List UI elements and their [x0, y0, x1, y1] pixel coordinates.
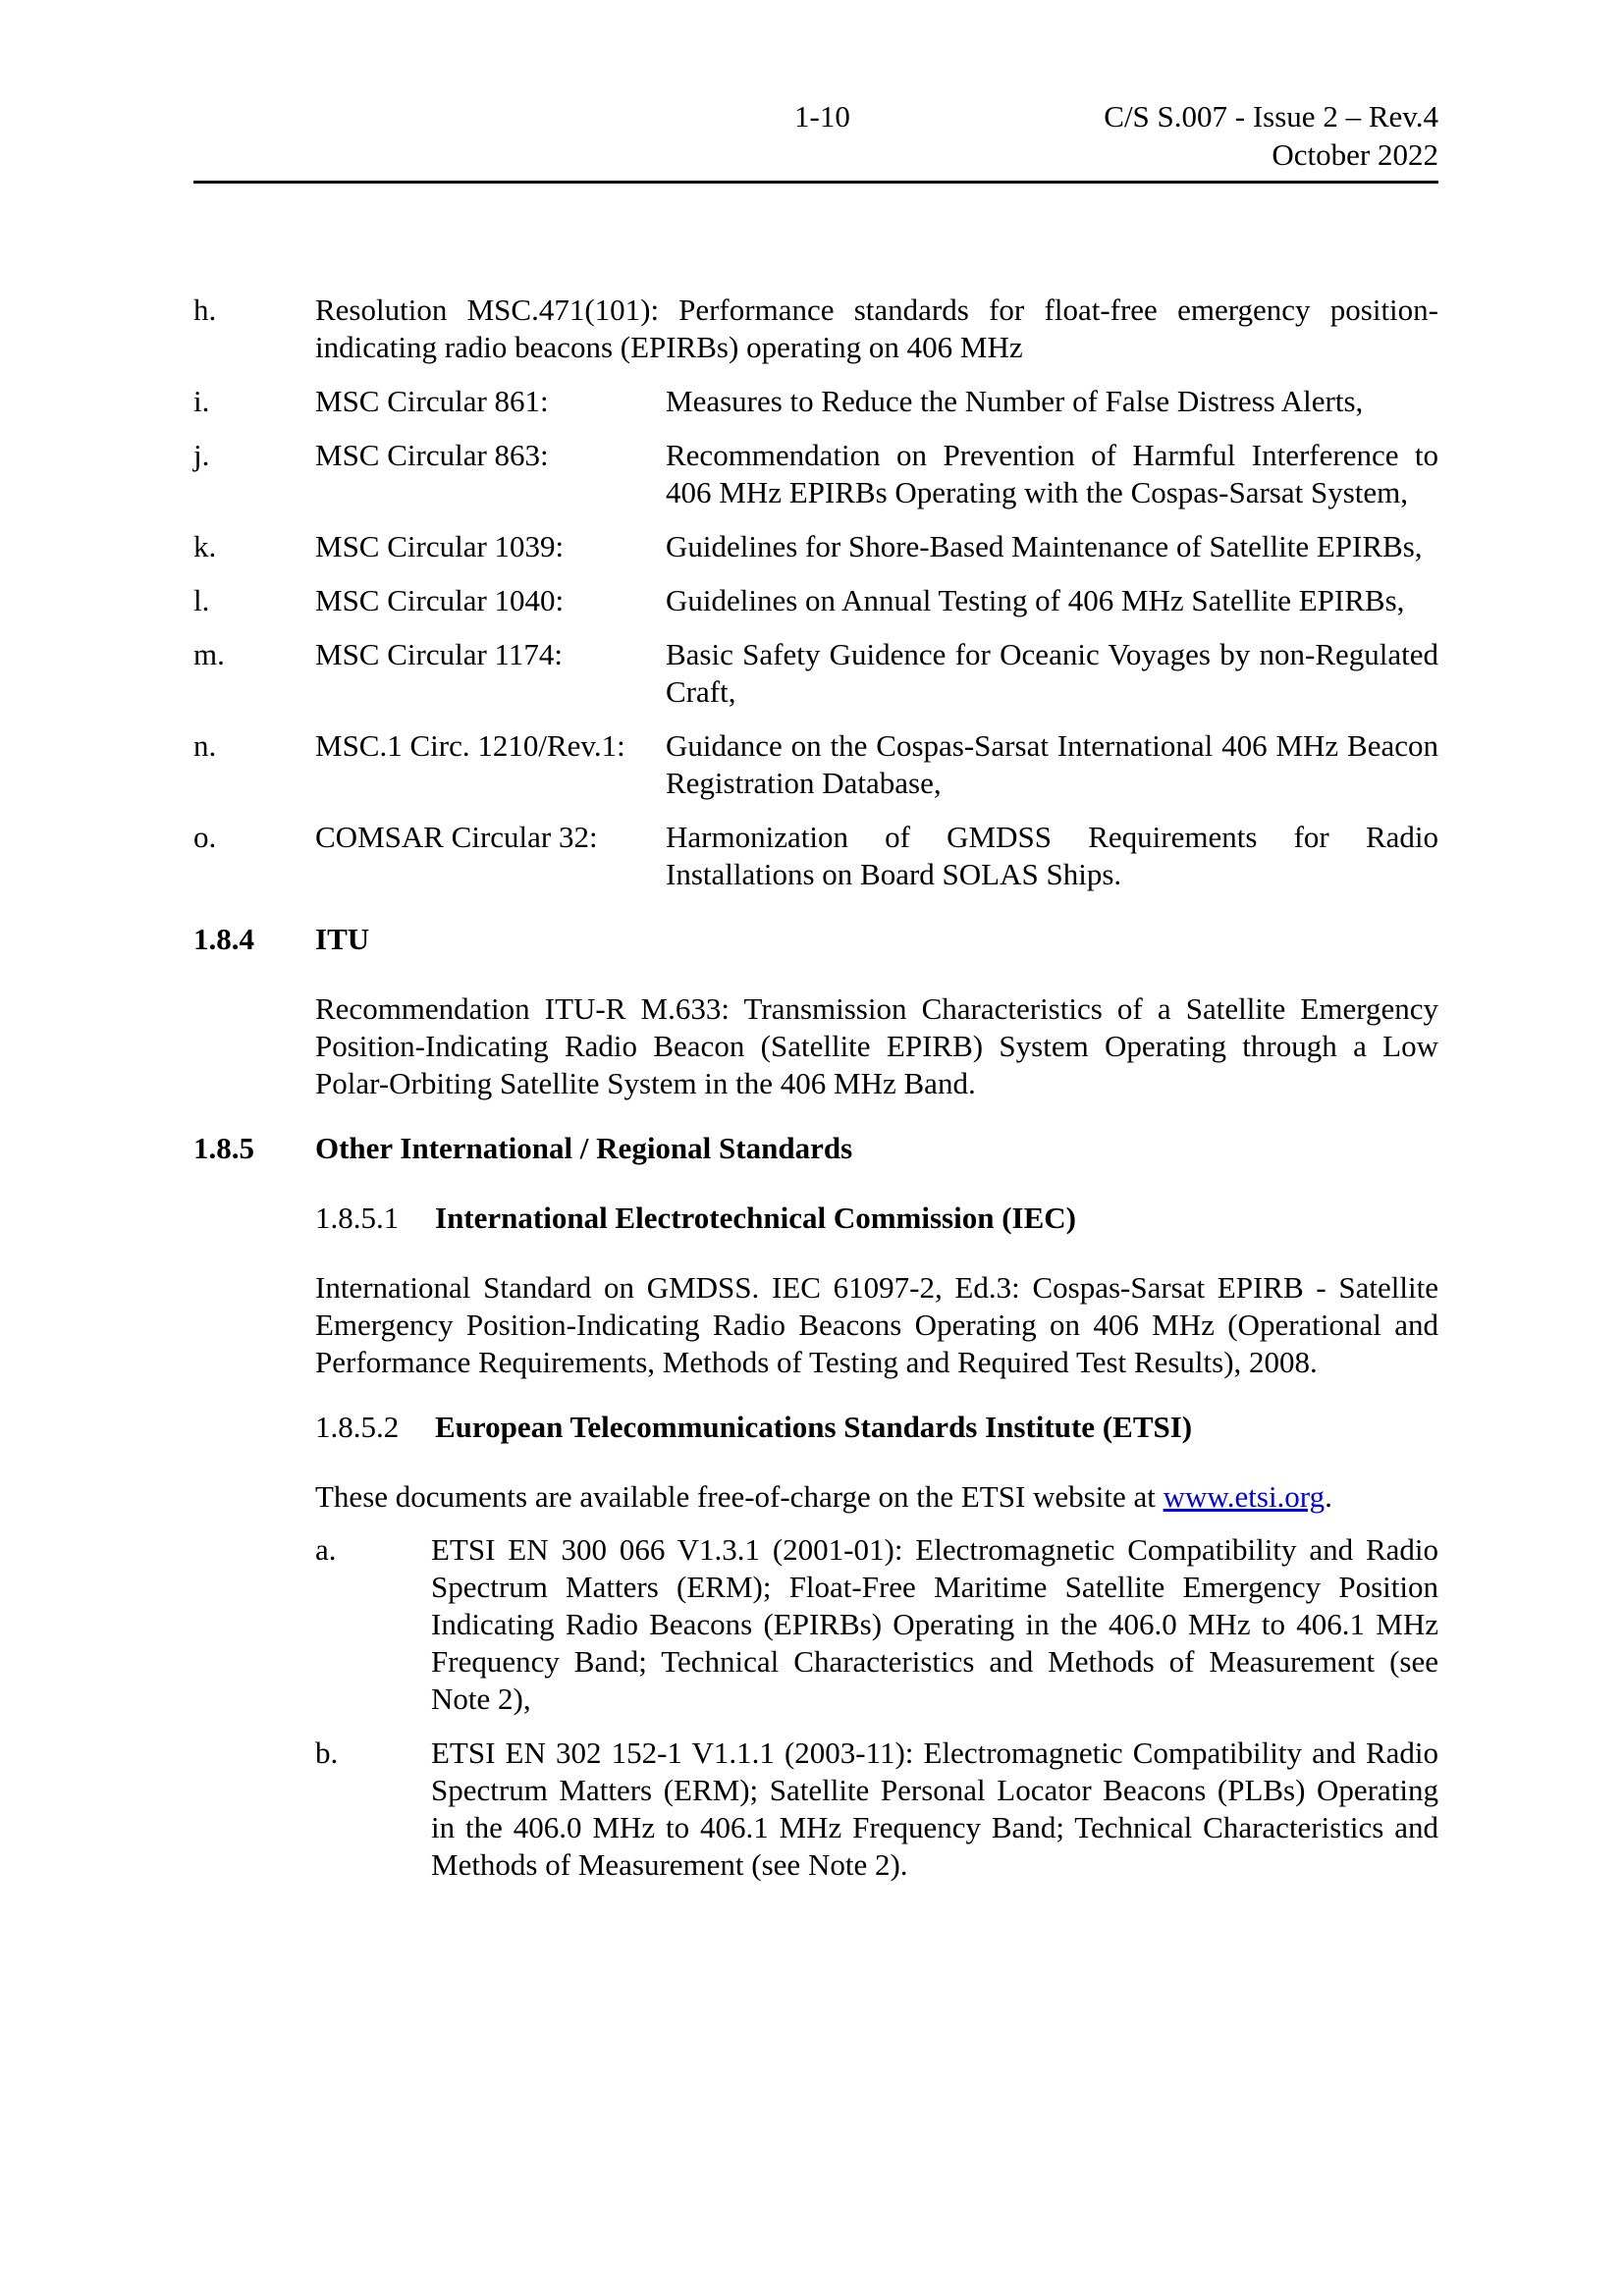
reference-label: MSC Circular 1040:	[315, 583, 565, 617]
document-date: October 2022	[1272, 137, 1438, 172]
section-body: International Standard on GMDSS. IEC 61097-2, Ed.3: Cospas-Sarsat EPIRB - Satellite Emergency Position-Indicating Radio Beacons Operating on 406 MHz (Operational and Performance Requirements, Methods of Testing and Required Test Results), 2008.	[315, 1270, 1438, 1379]
page-content	[193, 292, 1438, 1884]
reference-text: Measures to Reduce the Number of False Distress Alerts,	[666, 384, 1364, 418]
subsection-title: International Electrotechnical Commission (IEC)	[435, 1201, 1076, 1235]
subsection-title: European Telecommunications Standards Institute (ETSI)	[435, 1410, 1193, 1444]
etsi-intro	[315, 1478, 1438, 1516]
reference-label: MSC Circular 863:	[315, 438, 549, 472]
etsi-item-letter: a.	[315, 1532, 337, 1567]
reference-label: MSC.1 Circ. 1210/Rev.1:	[315, 728, 625, 763]
section-number: 1.8.4	[193, 922, 254, 956]
section-body: Recommendation ITU-R M.633: Transmission Characteristics of a Satellite Emergency Position-Indicating Radio Beacon (Satellite EPIRB) System Operating through a Low Polar-Orbiting Satellite System in the 406 MHz Band.	[315, 991, 1438, 1100]
etsi-item-text: ETSI EN 300 066 V1.3.1 (2001-01): Electromagnetic Compatibility and Radio Spectrum Matters (ERM); Float-Free Maritime Satellite Emergency Position Indicating Radio Beacons (EPIRBs) Operating in the 406.0 MHz to 406.1 MHz Frequency Band; Technical Characteristics and Methods of Measurement (see Note 2),	[431, 1532, 1438, 1716]
reference-letter: m.	[193, 637, 225, 671]
reference-text: Guidelines for Shore-Based Maintenance of Satellite EPIRBs,	[666, 529, 1423, 563]
etsi-website-link[interactable]: www.etsi.org	[1163, 1479, 1326, 1514]
section-title: Other International / Regional Standards	[315, 1131, 853, 1165]
section-title: ITU	[315, 922, 370, 956]
reference-item	[193, 819, 1438, 893]
reference-label: COMSAR Circular 32:	[315, 820, 598, 854]
reference-label: MSC Circular 1039:	[315, 529, 565, 563]
section-number: 1.8.5	[193, 1131, 254, 1165]
page-number: 1-10	[794, 99, 850, 133]
section-heading	[193, 1130, 1438, 1167]
section-heading	[193, 921, 1438, 958]
etsi-intro-suffix: .	[1325, 1479, 1332, 1514]
reference-text: Basic Safety Guidence for Oceanic Voyages by non-Regulated Craft,	[666, 637, 1438, 709]
etsi-item	[315, 1735, 1438, 1884]
reference-label: MSC Circular 1174:	[315, 637, 564, 671]
reference-line	[315, 292, 1438, 366]
etsi-item	[315, 1531, 1438, 1718]
reference-letter: k.	[193, 529, 217, 563]
reference-text: Harmonization of GMDSS Requirements for Radio Installations on Board SOLAS Ships.	[666, 820, 1438, 891]
etsi-item-letter: b.	[315, 1735, 339, 1770]
document-id: C/S S.007 - Issue 2 – Rev.4	[1104, 99, 1438, 133]
subsection-number: 1.8.5.1	[315, 1201, 400, 1235]
reference-text: Guidelines on Annual Testing of 406 MHz Satellite EPIRBs,	[666, 583, 1405, 617]
reference-letter: j.	[193, 438, 210, 472]
reference-letter: i.	[193, 384, 210, 418]
subsection-number: 1.8.5.2	[315, 1410, 400, 1444]
reference-item	[193, 636, 1438, 711]
reference-item	[193, 437, 1438, 511]
page-header	[193, 94, 1438, 184]
reference-item	[193, 528, 1438, 565]
subsection-heading	[315, 1200, 1438, 1237]
reference-text: Recommendation on Prevention of Harmful Interference to 406 MHz EPIRBs Operating with the Cospas-Sarsat System,	[666, 438, 1438, 509]
reference-item	[193, 727, 1438, 802]
reference-letter: l.	[193, 583, 210, 617]
reference-label: Resolution MSC.471(101):	[315, 293, 660, 327]
reference-item	[193, 383, 1438, 420]
reference-item	[193, 582, 1438, 619]
etsi-item-text: ETSI EN 302 152-1 V1.1.1 (2003-11): Electromagnetic Compatibility and Radio Spectrum Matters (ERM); Satellite Personal Locator Beacons (PLBs) Operating in the 406.0 MHz to 406.1 MHz Frequency Band; Technical Characteristics and Methods of Measurement (see Note 2).	[431, 1735, 1438, 1882]
reference-letter: h.	[193, 293, 217, 327]
reference-text: Guidance on the Cospas-Sarsat International 406 MHz Beacon Registration Database,	[666, 728, 1438, 800]
reference-text: Performance standards for float-free emergency position-indicating radio beacons (EPIRBs) operating on 406 MHz	[315, 293, 1438, 364]
etsi-intro-text: These documents are available free-of-charge on the ETSI website at	[315, 1479, 1164, 1514]
reference-item	[193, 292, 1438, 366]
subsection-heading	[315, 1409, 1438, 1446]
reference-letter: n.	[193, 728, 217, 763]
reference-letter: o.	[193, 820, 217, 854]
reference-label: MSC Circular 861:	[315, 384, 549, 418]
